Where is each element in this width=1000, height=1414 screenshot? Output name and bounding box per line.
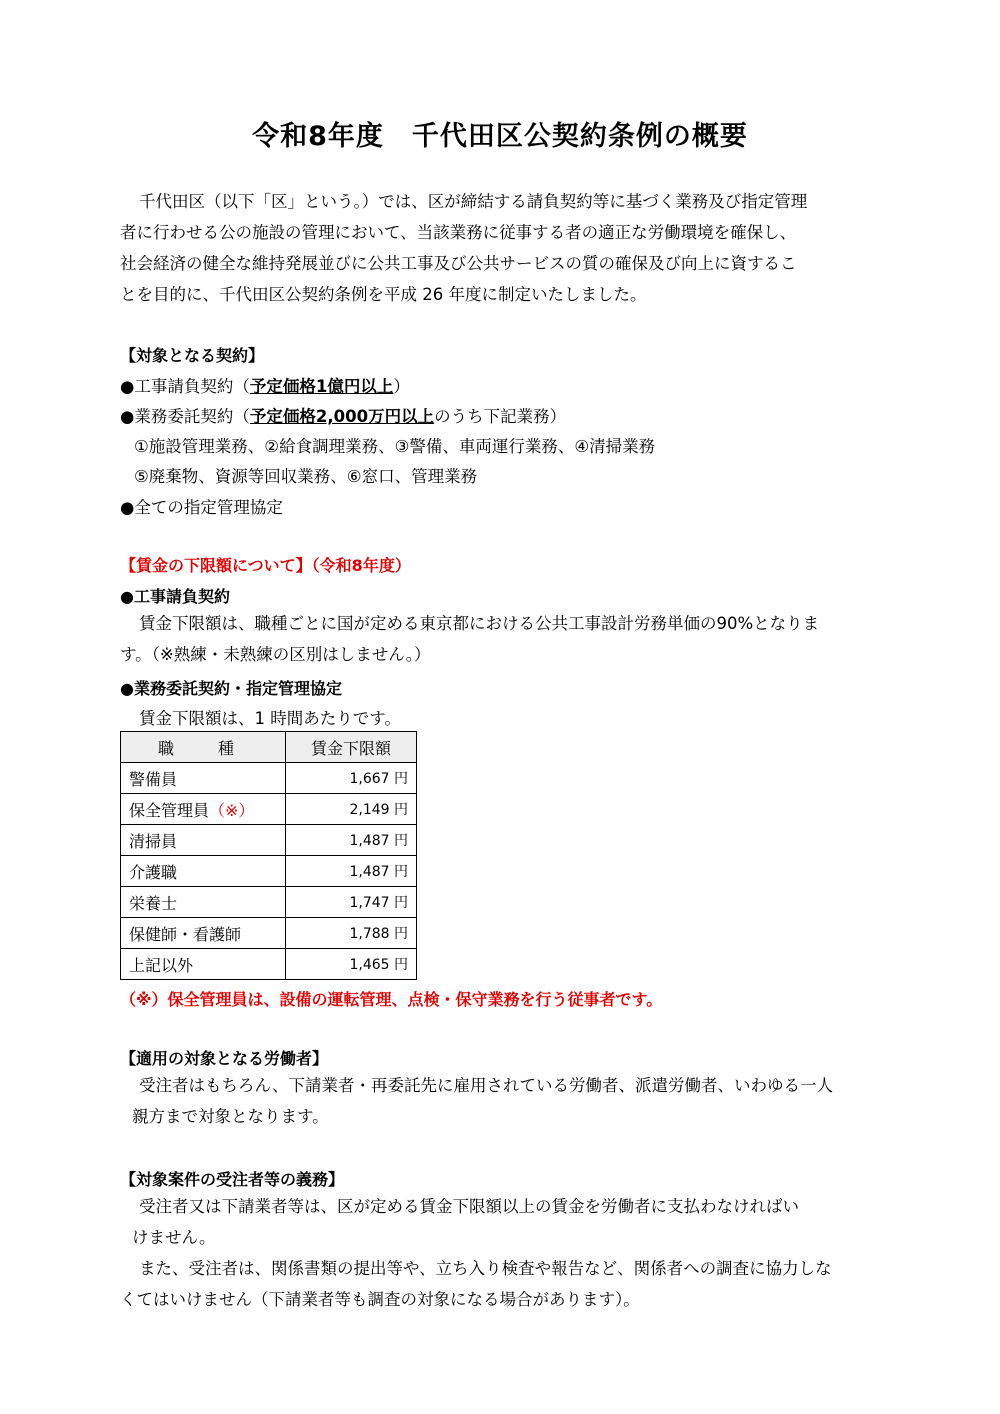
table-row <box>121 887 417 918</box>
workers-heading: 【適用の対象となる労働者】 <box>120 1049 329 1068</box>
construction-line: す。（※熟練・未熟練の区別はしません。） <box>120 645 431 664</box>
construction-heading: ●工事請負契約 <box>120 587 230 606</box>
construction-line: 賃金下限額は、職種ごとに国が定める東京都における公共工事設計労務単価の90%となりま <box>139 614 820 633</box>
contracts-heading: 【対象となる契約】 <box>120 346 265 365</box>
job-name: 栄養士 <box>121 887 286 918</box>
job-name: 保全管理員 <box>129 800 210 820</box>
intro-paragraph <box>120 186 890 310</box>
service-text: 賃金下限額は、1 時間あたりです。 <box>139 709 401 728</box>
wage-value: 1,667 円 <box>286 763 417 794</box>
workers-line: 親方まで対象となります。 <box>132 1107 329 1126</box>
job-name-cell <box>121 794 286 825</box>
table-row <box>121 918 417 949</box>
intro-line: 者に行わせる公の施設の管理において、当該業務に従事する者の適正な労働環境を確保し、 <box>120 223 797 242</box>
duties-paragraph-2 <box>120 1253 890 1315</box>
table-row <box>121 825 417 856</box>
intro-line: 千代田区（以下「区」という。）では、区が締結する請負契約等に基づく業務及び指定管理 <box>139 192 808 211</box>
duties-line: また、受注者は、関係書類の提出等や、立ち入り検査や報告など、関係者への調査に協力しな <box>139 1259 832 1278</box>
contract-item-text: ） <box>393 377 410 396</box>
contract-item-text: ●工事請負契約（ <box>120 377 250 396</box>
table-row <box>121 763 417 794</box>
contract-item-threshold: 予定価格2,000万円以上 <box>249 407 435 426</box>
table-row <box>121 856 417 887</box>
wage-value: 1,747 円 <box>286 887 417 918</box>
column-header-wage: 賃金下限額 <box>286 732 417 763</box>
contract-subitems-1: ①施設管理業務、②給食調理業務、③警備、車両運行業務、④清掃業務 <box>134 437 656 456</box>
note-mark: （※） <box>209 800 255 820</box>
contract-item-threshold: 予定価格1億円以上 <box>249 377 394 396</box>
column-header-job: 職 種 <box>121 732 286 763</box>
duties-heading: 【対象案件の受注者等の義務】 <box>120 1170 345 1189</box>
table-header-row <box>121 732 417 763</box>
job-name: 保健師・看護師 <box>121 918 286 949</box>
construction-paragraph <box>120 608 890 670</box>
contract-item-service <box>120 403 566 427</box>
workers-line: 受注者はもちろん、下請業者・再委託先に雇用されている労働者、派遣労働者、いわゆる一人 <box>139 1076 833 1095</box>
table-row <box>121 794 417 825</box>
duties-paragraph-1 <box>120 1191 890 1253</box>
wage-value: 2,149 円 <box>286 794 417 825</box>
intro-line: とを目的に、千代田区公契約条例を平成 26 年度に制定いたしました。 <box>120 285 647 304</box>
wage-note: （※）保全管理員は、設備の運転管理、点検・保守業務を行う従事者です。 <box>120 990 663 1009</box>
page-title: 令和8年度 千代田区公契約条例の概要 <box>252 121 748 152</box>
job-name: 上記以外 <box>121 949 286 980</box>
duties-line: けません。 <box>132 1228 216 1247</box>
wage-table <box>120 731 417 980</box>
job-name: 清掃員 <box>121 825 286 856</box>
job-name: 警備員 <box>121 763 286 794</box>
duties-line: くてはいけません（下請業者等も調査の対象になる場合があります）。 <box>120 1290 640 1309</box>
contract-subitems-2: ⑤廃棄物、資源等回収業務、⑥窓口、管理業務 <box>134 467 478 486</box>
contract-item-text: のうち下記業務） <box>434 407 567 426</box>
wage-value: 1,465 円 <box>286 949 417 980</box>
contract-item-text: ●業務委託契約（ <box>120 407 250 426</box>
wage-heading: 【賃金の下限額について】（令和8年度） <box>120 556 411 575</box>
workers-paragraph <box>120 1070 890 1132</box>
wage-value: 1,788 円 <box>286 918 417 949</box>
contract-item-construction <box>120 373 410 397</box>
contract-item-designated: ●全ての指定管理協定 <box>120 498 283 517</box>
service-heading: ●業務委託契約・指定管理協定 <box>120 679 342 698</box>
duties-line: 受注者又は下請業者等は、区が定める賃金下限額以上の賃金を労働者に支払わなければい <box>139 1197 799 1216</box>
job-name: 介護職 <box>121 856 286 887</box>
table-row <box>121 949 417 980</box>
wage-value: 1,487 円 <box>286 825 417 856</box>
intro-line: 社会経済の健全な維持発展並びに公共工事及び公共サービスの質の確保及び向上に資するこ <box>120 254 797 273</box>
wage-value: 1,487 円 <box>286 856 417 887</box>
